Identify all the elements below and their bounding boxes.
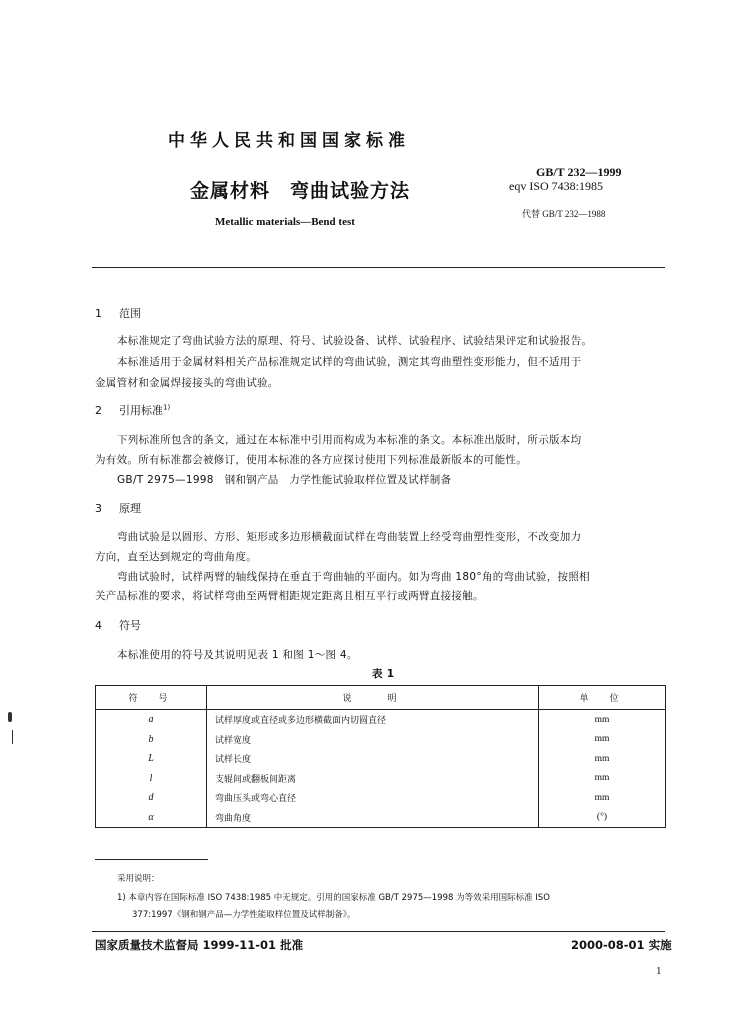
effective-date: 2000-08-01 实施 xyxy=(571,938,672,952)
issuing-body-title: 中华人民共和国国家标准 xyxy=(168,131,410,151)
unit-cell: (°) xyxy=(596,812,608,823)
standard-title-cn: 金属材料 弯曲试验方法 xyxy=(190,180,411,202)
symbol-cell: L xyxy=(96,749,207,769)
footnote-line: 1) 本章内容在国际标准 ISO 7438:1985 中无规定。引用的国家标准 GB/T 2975—1998 为等效采用国际标准 ISO xyxy=(117,893,550,903)
standard-number: GB/T 232—1999 xyxy=(536,165,622,179)
footnote-divider xyxy=(95,859,208,860)
section-heading-1 xyxy=(95,305,141,321)
paragraph-line: 方向，直至达到规定的弯曲角度。 xyxy=(95,551,257,563)
section-title: 引用标准 xyxy=(119,404,163,417)
table-caption: 表 1 xyxy=(372,668,395,680)
table-row xyxy=(96,808,666,828)
eqv-prefix: eqv xyxy=(509,179,527,193)
symbol-cell: b xyxy=(96,730,207,750)
column-header-symbol: 符 号 xyxy=(96,686,207,710)
paragraph-line: 本标准规定了弯曲试验方法的原理、符号、试验设备、试样、试验程序、试验结果评定和试验报告。 xyxy=(117,335,593,347)
paragraph-line: 下列标准所包含的条文，通过在本标准中引用而构成为本标准的条文。本标准出版时，所示版本均 xyxy=(117,434,582,446)
description-cell: 弯曲角度 xyxy=(207,808,539,828)
approval-date: 国家质量技术监督局 1999-11-01 批准 xyxy=(95,938,304,952)
replaces-standard: 代替 GB/T 232—1988 xyxy=(522,209,606,219)
equivalent-standard xyxy=(509,179,603,194)
symbol-cell: α xyxy=(96,808,207,828)
section-heading-3 xyxy=(95,500,141,516)
symbol-cell: l xyxy=(96,769,207,789)
column-header-description: 说 明 xyxy=(207,686,539,710)
table-row xyxy=(96,710,666,730)
paragraph-line: 关产品标准的要求，将试样弯曲至两臂相距规定距离且相互平行或两臂直接接触。 xyxy=(95,590,484,602)
table-header-row xyxy=(96,686,666,710)
paragraph-line: 本标准使用的符号及其说明见表 1 和图 1～图 4。 xyxy=(117,649,358,661)
page-number: 1 xyxy=(656,965,662,977)
description-cell: 支辊间或翻板间距离 xyxy=(207,769,539,789)
paragraph-line: 金属管材和金属焊接接头的弯曲试验。 xyxy=(95,377,279,389)
paragraph-line: 弯曲试验是以圆形、方形、矩形或多边形横截面试样在弯曲装置上经受弯曲塑性变形，不改变加力 xyxy=(117,531,582,543)
symbols-table xyxy=(95,685,666,828)
footnote-line: 377:1997《钢和钢产品—力学性能取样位置及试样制备》。 xyxy=(132,910,356,920)
footer-divider xyxy=(92,931,665,932)
paragraph-line: 弯曲试验时，试样两臂的轴线保持在垂直于弯曲轴的平面内。如为弯曲 180°角的弯曲试验，按照相 xyxy=(117,571,590,583)
section-title: 范围 xyxy=(119,307,141,320)
section-number: 3 xyxy=(95,502,102,515)
table-row xyxy=(96,788,666,808)
unit-cell: mm xyxy=(594,753,610,764)
footnote-ref: 1) xyxy=(163,403,171,412)
description-cell: 弯曲压头或弯心直径 xyxy=(207,788,539,808)
symbol-cell: d xyxy=(96,788,207,808)
scan-artifact xyxy=(12,730,13,744)
paragraph-line: 为有效。所有标准都会被修订，使用本标准的各方应探讨使用下列标准最新版本的可能性。 xyxy=(95,454,527,466)
paragraph-line: 本标准适用于金属材料相关产品标准规定试样的弯曲试验，测定其弯曲塑性变形能力，但不适用于 xyxy=(117,356,582,368)
section-heading-2 xyxy=(95,402,170,418)
column-header-unit: 单 位 xyxy=(539,686,666,710)
section-number: 2 xyxy=(95,404,102,417)
table-row xyxy=(96,769,666,789)
description-cell: 试样宽度 xyxy=(207,730,539,750)
eqv-standard-number: ISO 7438:1985 xyxy=(529,179,603,193)
description-cell: 试样厚度或直径或多边形横截面内切圆直径 xyxy=(207,710,539,730)
standard-title-en: Metallic materials—Bend test xyxy=(215,216,355,228)
symbol-cell: a xyxy=(96,710,207,730)
unit-cell: mm xyxy=(594,714,610,725)
unit-cell: mm xyxy=(594,792,610,803)
section-heading-4 xyxy=(95,617,141,633)
section-title: 原理 xyxy=(119,502,141,515)
referenced-standard: GB/T 2975—1998 钢和钢产品 力学性能试验取样位置及试样制备 xyxy=(117,474,452,486)
unit-cell: mm xyxy=(594,734,610,745)
section-number: 4 xyxy=(95,619,102,632)
table-row xyxy=(96,749,666,769)
table-row xyxy=(96,730,666,750)
scan-artifact xyxy=(8,712,12,722)
section-title: 符号 xyxy=(119,619,141,632)
unit-cell: mm xyxy=(594,773,610,784)
section-number: 1 xyxy=(95,307,102,320)
description-cell: 试样长度 xyxy=(207,749,539,769)
footnote-label: 采用说明： xyxy=(117,874,160,884)
header-divider xyxy=(92,267,665,268)
